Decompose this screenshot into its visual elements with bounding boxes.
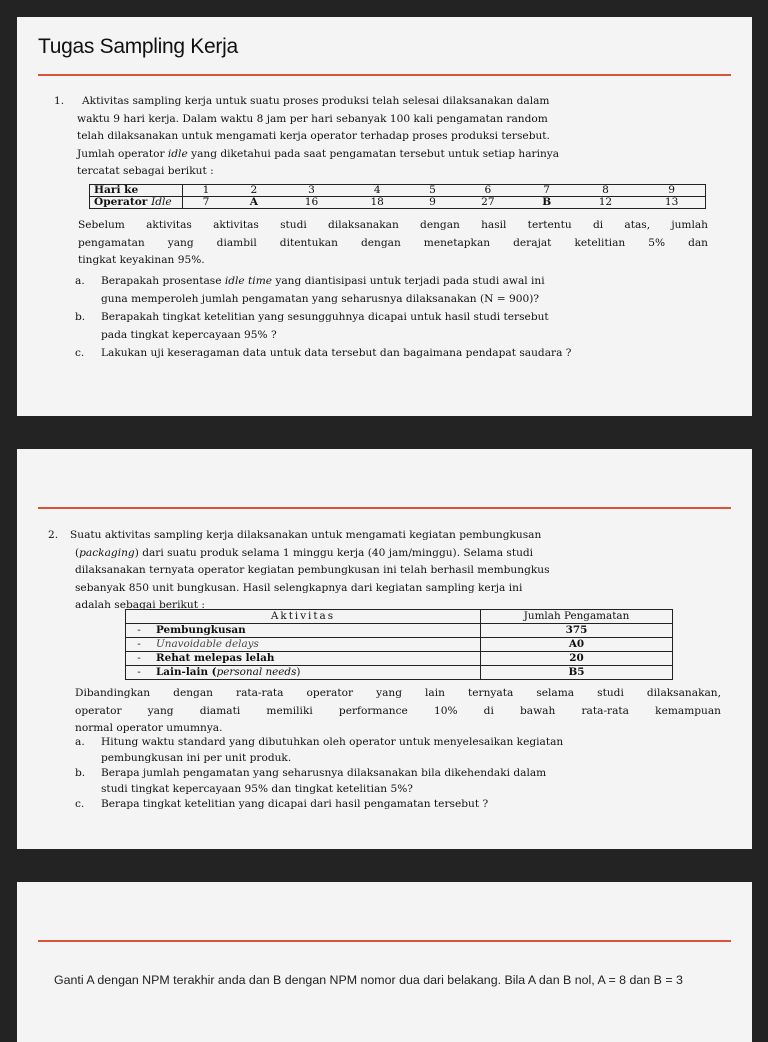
question-2-items	[75, 735, 725, 813]
slide-2	[17, 449, 752, 849]
table-row: - Lain-lain (personal needs) B5	[126, 666, 673, 680]
table-header	[126, 610, 673, 624]
list-item: a. Hitung waktu standard yang dibutuhkan oleh operator untuk menyelesaikan kegiatan pembungkusan ini per unit produk.	[75, 736, 564, 764]
table-row: Operator Idle 7 A 16 18 9 27 B 12 13	[90, 197, 706, 209]
list-item: b. Berapakah tingkat ketelitian yang sesungguhnya dicapai untuk hasil studi tersebut pada tingkat kepercayaan 95% ?	[75, 311, 549, 341]
question-2-text: 2. Suatu aktivitas sampling kerja dilaksanakan untuk mengamati kegiatan pembungkusan (packaging) dari suatu produk selama 1 minggu kerja (40 jam/minggu). Selama studi dilaksanakan ternyata operator kegiatan pembungkusan ini telah berhasil membungkus sebanyak 850 unit bungkusan. Hasil selengkapnya dari kegiatan sampling kerja ini adalah sebagai berikut :	[48, 529, 550, 612]
column-header: Aktivitas	[126, 610, 481, 624]
slide-title: Tugas Sampling Kerja	[38, 35, 238, 58]
list-item: c. Berapa tingkat ketelitian yang dicapai dari hasil pengamatan tersebut ?	[75, 798, 489, 811]
activity-table	[125, 609, 673, 680]
slide-divider	[38, 507, 731, 509]
question-1-context: Sebelum aktivitas aktivitas studi dilaksanakan dengan hasil tertentu di atas, jumlah pengamatan yang diambil ditentukan dengan menetapkan derajat ketelitian 5% dan tingkat keyakinan 95%.	[78, 219, 708, 267]
question-1-text: 1. Aktivitas sampling kerja untuk suatu proses produksi telah selesai dilaksanakan dalam waktu 9 hari kerja. Dalam waktu 8 jam per hari sebanyak 100 kali pengamatan random telah dilaksanakan untuk mengamati kerja operator terhadap proses produksi tersebut. Jumlah operator idle yang diketahui pada saat pengamatan tersebut untuk setiap harinya tercatat sebagai berikut :	[54, 95, 560, 178]
title-divider	[38, 74, 731, 76]
table-row: - Pembungkusan 375	[126, 624, 673, 638]
slide-3	[17, 882, 752, 1042]
row-label: Operator Idle	[90, 197, 183, 209]
slide-divider	[38, 940, 731, 942]
table-row: Hari ke 1 2 3 4 5 6 7 8 9	[90, 185, 706, 197]
list-item: c. Lakukan uji keseragaman data untuk data tersebut dan bagaimana pendapat saudara ?	[75, 347, 572, 359]
question-1-items	[75, 272, 715, 362]
list-item: b. Berapa jumlah pengamatan yang seharusnya dilaksanakan bila dikehendaki dalam studi tingkat kepercayaan 95% dan tingkat ketelitian 5%?	[75, 767, 547, 795]
slide-1	[17, 17, 752, 416]
column-header: Jumlah Pengamatan	[481, 610, 673, 624]
question-2-context: Dibandingkan dengan rata-rata operator yang lain ternyata selama studi dilaksanakan, operator yang diamati memiliki performance 10% di bawah rata-rata kemampuan normal operator umumnya.	[75, 687, 721, 735]
idle-operator-table	[89, 184, 706, 209]
table-row: - Unavoidable delays A0	[126, 638, 673, 652]
table-row: - Rehat melepas lelah 20	[126, 652, 673, 666]
row-label: Hari ke	[90, 185, 183, 197]
list-item: a. Berapakah prosentase idle time yang diantisipasi untuk terjadi pada studi awal ini guna memperoleh jumlah pengamatan yang seharusnya dilaksanakan (N = 900)?	[75, 275, 545, 305]
instruction-note: Ganti A dengan NPM terakhir anda dan B dengan NPM nomor dua dari belakang. Bila A dan B nol, A = 8 dan B = 3	[54, 973, 683, 987]
